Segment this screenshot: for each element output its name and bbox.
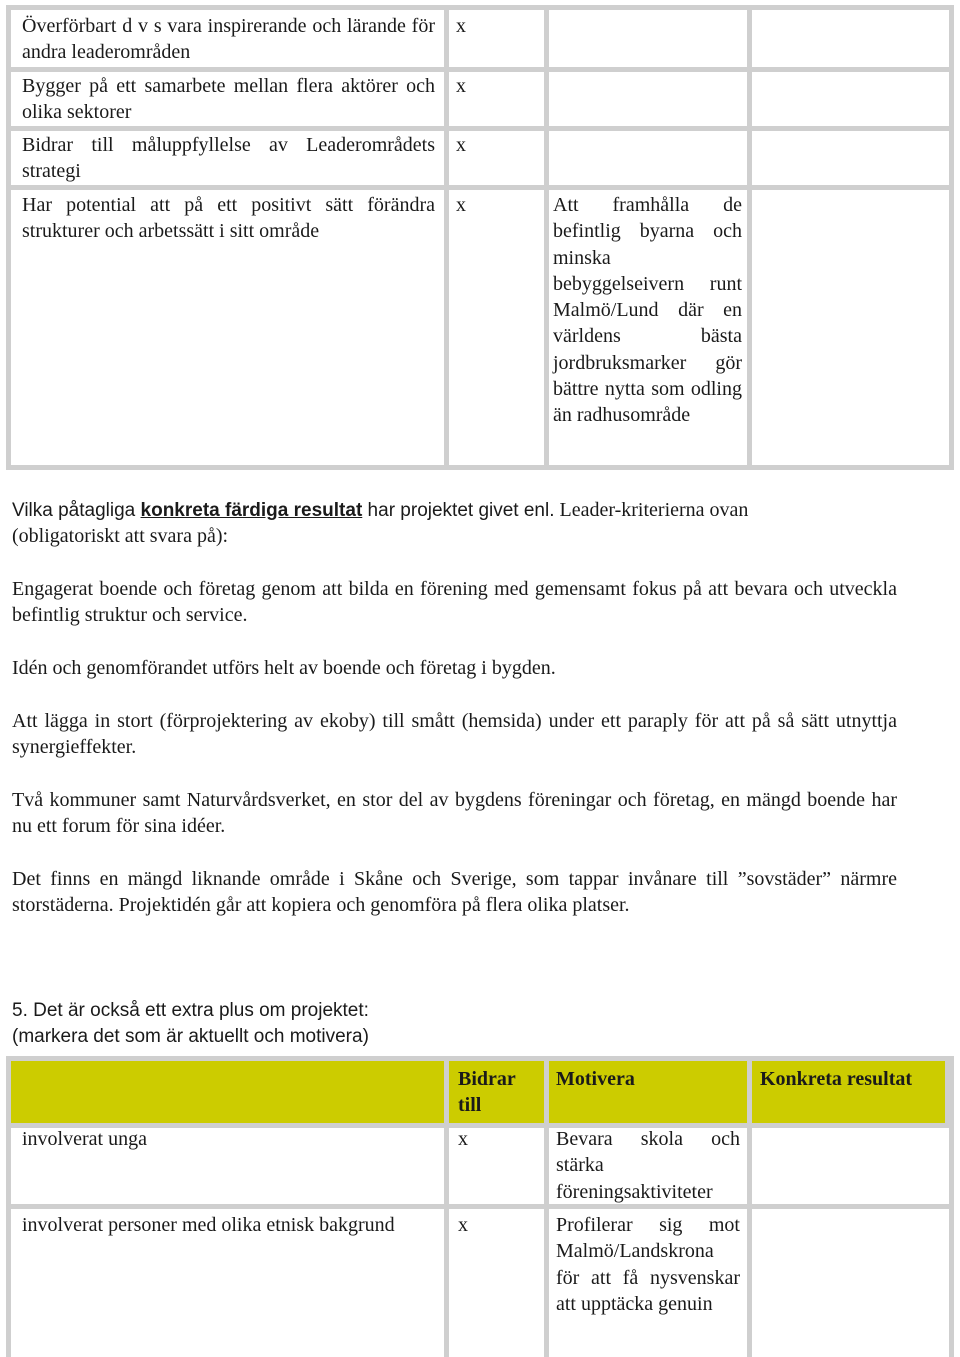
answer-paragraph: Det finns en mängd liknande område i Skåne och Sverige, som tappar invånare till ”sovstäder” närmre storstäderna. Projektidén går att kopiera och genomföra på flera olika platser. [12,868,897,917]
results-question-prefix: Vilka påtagliga [12,500,141,521]
plus-header-bidrar: Bidrar till [458,1068,516,1117]
answer-paragraph: Att lägga in stort (förprojektering av ekoby) till smått (hemsida) under ett paraply för att på så sätt utnyttja synergieffekter. [12,710,897,759]
plus-cell [752,1209,949,1357]
plus-mark: x [458,1214,468,1236]
results-question-line2: (obligatoriskt att svara på): [12,525,229,547]
plus-motivation: Bevara skola och stärka föreningsaktiviteter [556,1128,740,1203]
criteria-cell [449,190,544,465]
criteria-cell [549,10,747,67]
criteria-cell [752,131,949,185]
answer-paragraph: Engagerat boende och företag genom att bilda en förening med gemensamt fokus på att bevara och utveckla befintlig struktur och service. [12,578,897,627]
plus-header-motivera: Motivera [556,1068,635,1090]
criterion-text: Överförbart d v s vara inspirerande och lärande för andra leaderområden [22,15,435,64]
criterion-mark: x [456,75,466,97]
results-question-rest: Leader-kriterierna ovan [554,499,749,521]
answer-paragraph: Idén och genomförandet utförs helt av boende och företag i bygden. [12,657,556,679]
section5-subheading: (markera det som är aktuellt och motivera) [12,1026,369,1047]
answer-paragraph: Två kommuner samt Naturvårdsverket, en stor del av bygdens föreningar och företag, en mängd boende har nu ett forum för sina idéer. [12,789,897,838]
plus-header-konkreta: Konkreta resultat [760,1068,913,1090]
results-question-emphasis: konkreta färdiga resultat [140,500,363,521]
criteria-cell [752,72,949,126]
plus-motivation: Profilerar sig mot Malmö/Landskrona för att få nysvenskar att upptäcka genuin [556,1214,740,1315]
criteria-cell [549,131,747,185]
plus-mark: x [458,1128,468,1150]
results-question-suffix: har projektet givet enl. [362,500,555,521]
criterion-mark: x [456,134,466,156]
criterion-motivation: Att framhålla de befintlig byarna och minska bebyggelseivern runt Malmö/Lund där en världens bästa jordbruksmarker gör bättre nytta som odling än radhusområde [553,194,742,427]
criteria-cell [752,190,949,465]
criterion-mark: x [456,15,466,37]
criterion-text: Bidrar till måluppfyllelse av Leaderområdets strategi [22,134,435,183]
criterion-text: Har potential att på ett positivt sätt förändra strukturer och arbetssätt i sitt område [22,194,435,243]
plus-criterion: involverat personer med olika etnisk bakgrund [22,1214,395,1236]
criteria-cell [549,72,747,126]
criterion-mark: x [456,194,466,216]
plus-criterion: involverat unga [22,1128,147,1150]
plus-header-cell [11,1061,444,1123]
criteria-cell [752,10,949,67]
results-question [12,497,897,524]
plus-cell [752,1128,949,1204]
section5-heading: 5. Det är också ett extra plus om projektet: [12,1000,369,1021]
criterion-text: Bygger på ett samarbete mellan flera aktörer och olika sektorer [22,75,435,124]
